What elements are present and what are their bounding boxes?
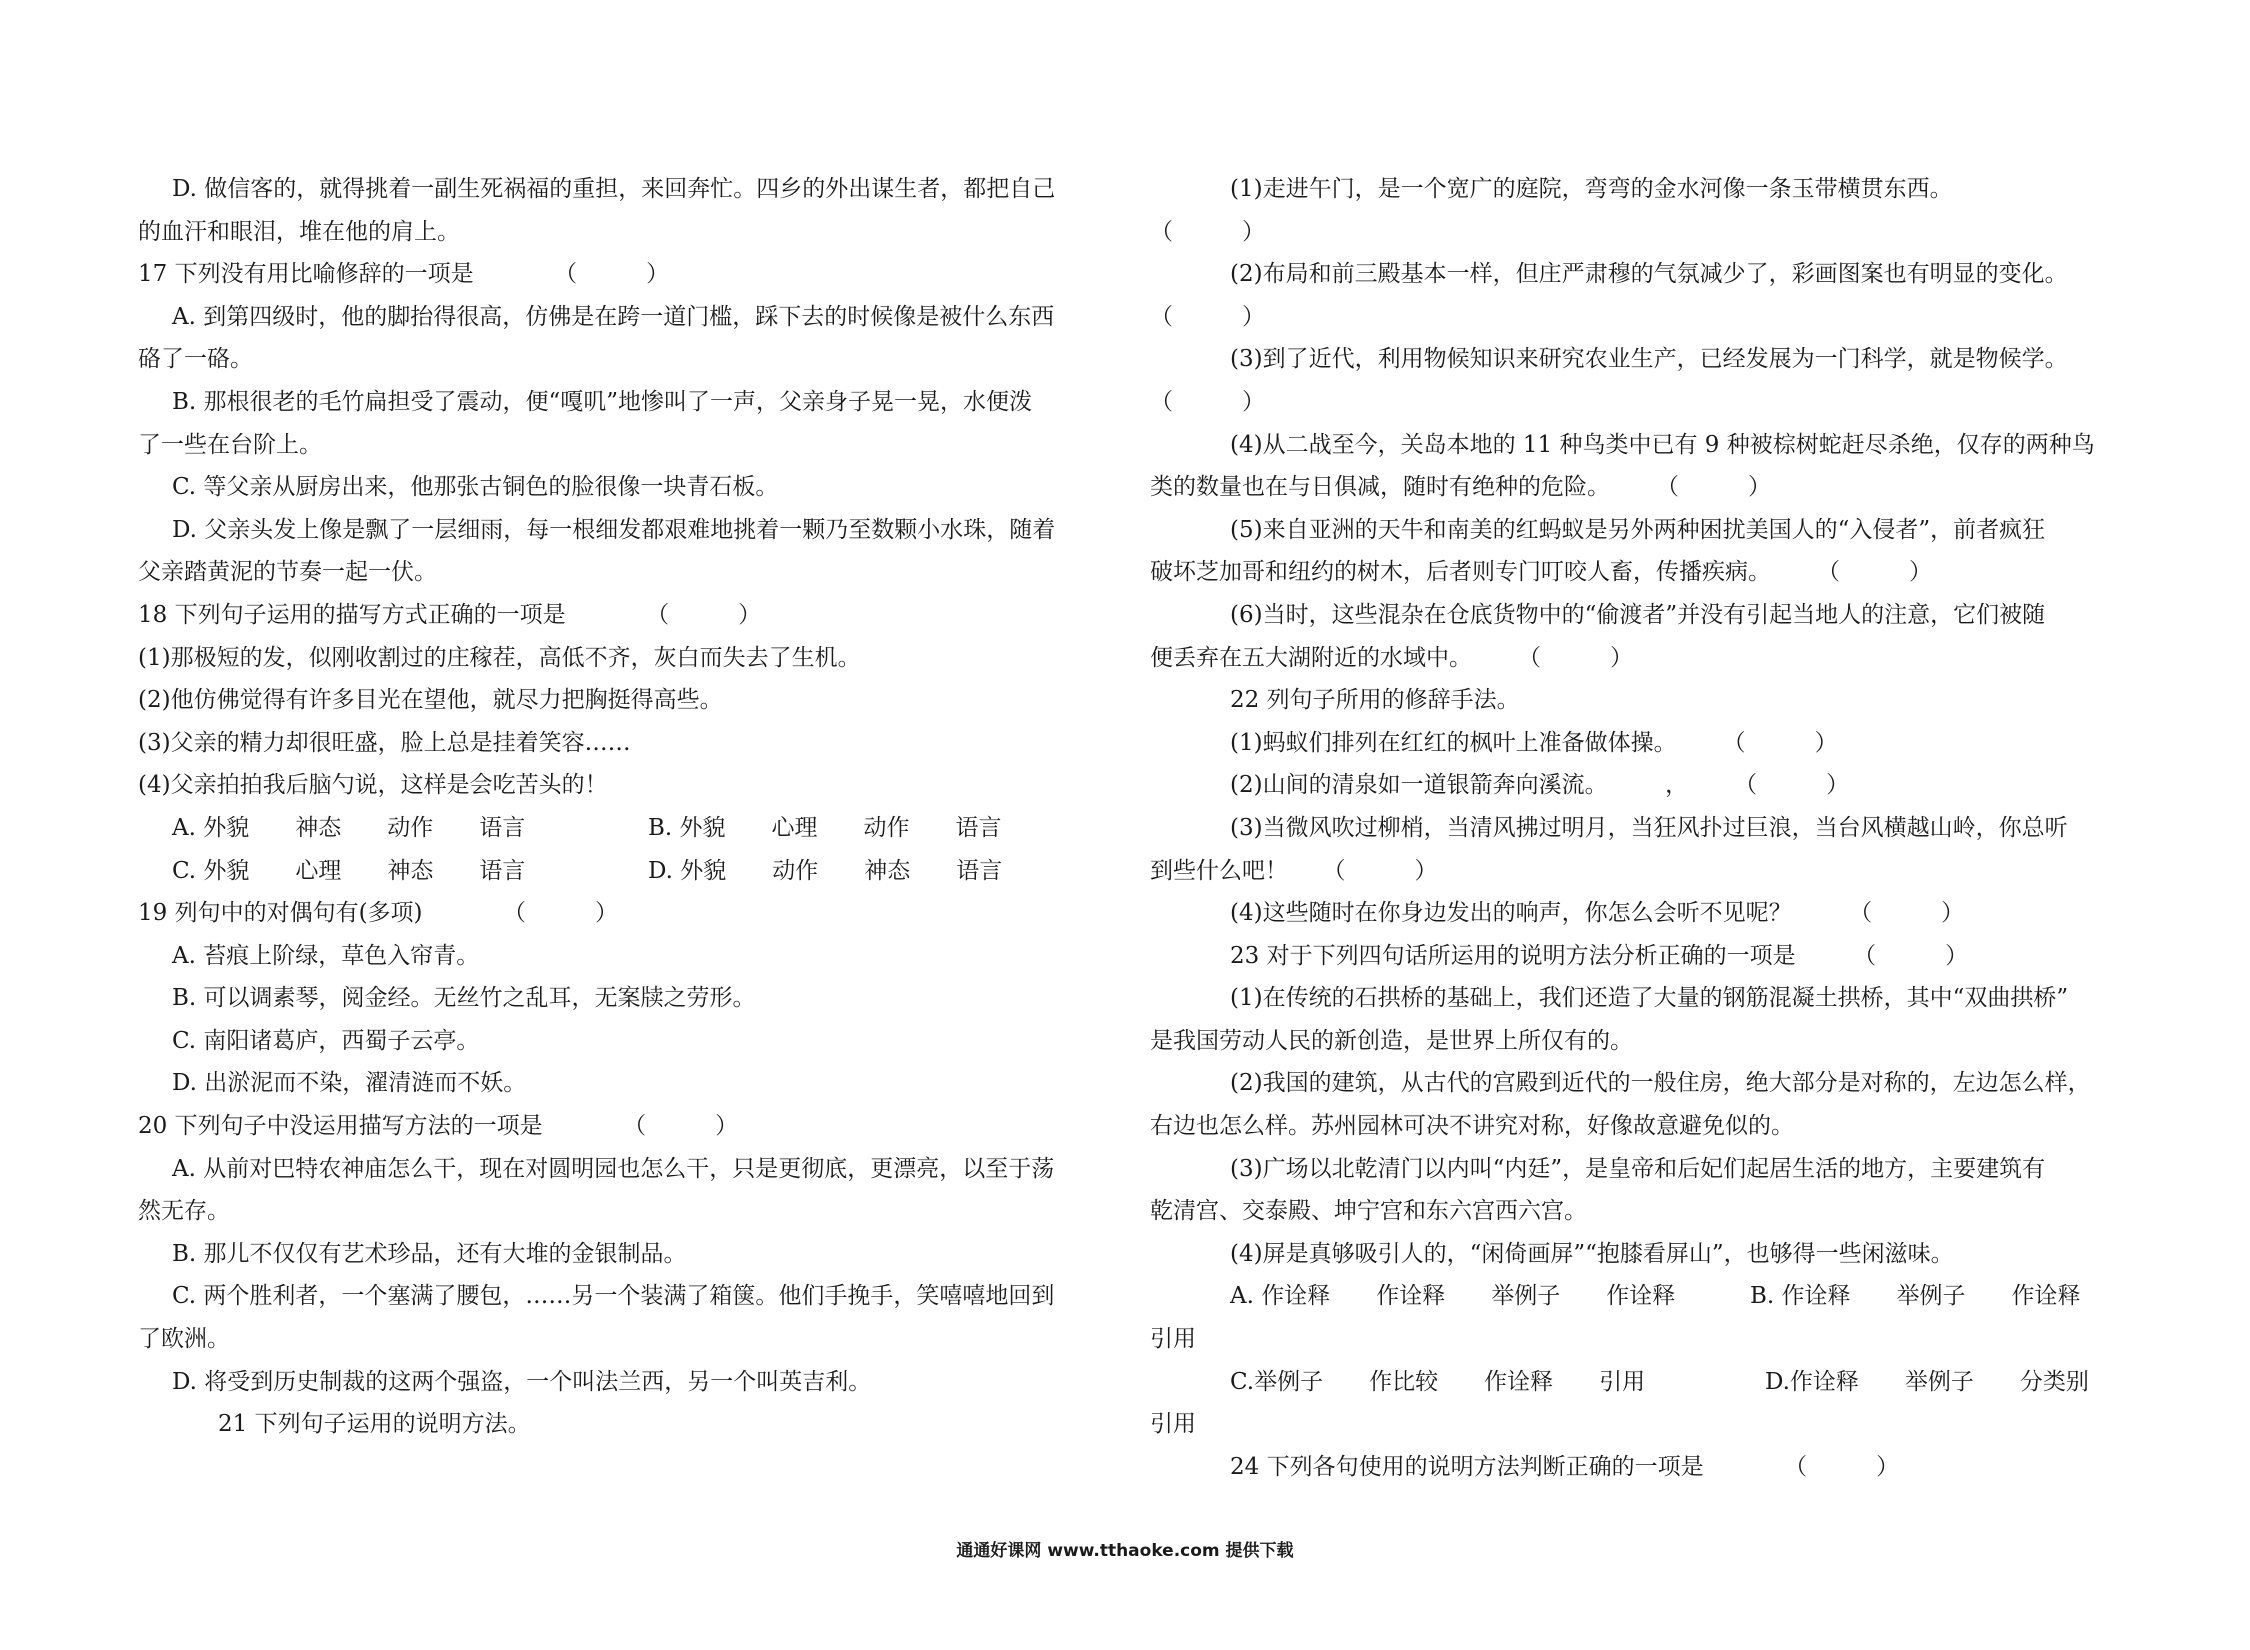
q19-stem: 19 列句中的对偶句有(多项) （ ） [138, 900, 619, 927]
q17-option-c: C. 等父亲从厨房出来，他那张古铜色的脸很像一块青石板。 [172, 474, 779, 501]
q21-sentence-4-line1: (4)从二战至今，关岛本地的 11 种鸟类中已有 9 种被棕树蛇赶尽杀绝，仅存的两种鸟 [1230, 431, 2095, 458]
q21-blank-3: （ ） [1150, 388, 1265, 415]
q23-sentence-1-line1: (1)在传统的石拱桥的基础上，我们还造了大量的钢筋混凝土拱桥，其中“双曲拱桥” [1230, 985, 2069, 1012]
q22-sentence-2: (2)山间的清泉如一道银箭奔向溪流。 ， （ ） [1230, 772, 1850, 799]
q16-option-d-line2: 的血汗和眼泪，堆在他的肩上。 [138, 218, 460, 245]
q23-sentence-3-line2: 乾清宫、交泰殿、坤宁宫和东六宫西六宫。 [1150, 1198, 1587, 1225]
q17-option-d-line1: D. 父亲头发上像是飘了一层细雨，每一根细发都艰难地挑着一颗乃至数颗小水珠，随着 [172, 516, 1056, 543]
q23-option-c: C.举例子 作比较 作诠释 引用 [1230, 1368, 1646, 1395]
q17-stem: 17 下列没有用比喻修辞的一项是 （ ） [138, 261, 670, 288]
q17-option-b-line1: B. 那根很老的毛竹扁担受了震动，便“嘎叽”地惨叫了一声，父亲身子晃一晃，水便泼 [172, 388, 1033, 415]
q18-sentence-1: (1)那极短的发，似刚收割过的庄稼茬，高低不齐，灰白而失去了生机。 [138, 644, 861, 671]
q23-option-a: A. 作诠释 作诠释 举例子 作诠释 [1230, 1283, 1676, 1310]
q23-options-ab [1150, 1275, 2120, 1318]
q20-option-b: B. 那儿不仅仅有艺术珍品，还有大堆的金银制品。 [172, 1240, 687, 1267]
q23-sentence-2-line1: (2)我国的建筑，从古代的宫殿到近代的一般住房，绝大部分是对称的，左边怎么样， [1230, 1070, 2091, 1097]
q18-option-a: A. 外貌 神态 动作 语言 [172, 814, 526, 841]
q22-sentence-3-line2: 到些什么吧！ （ ） [1150, 857, 1438, 884]
q16-option-d-line1: D. 做信客的，就得挑着一副生死祸福的重担，来回奔忙。四乡的外出谋生者，都把自己 [172, 176, 1056, 202]
q24-stem: 24 下列各句使用的说明方法判断正确的一项是 （ ） [1230, 1453, 1900, 1480]
q19-option-b: B. 可以调素琴，阅金经。无丝竹之乱耳，无案牍之劳形。 [172, 985, 756, 1012]
q18-option-d: D. 外貌 动作 神态 语言 [648, 857, 1003, 884]
q19-option-d: D. 出淤泥而不染，濯清涟而不妖。 [172, 1070, 527, 1097]
q23-options-cd [1150, 1361, 2120, 1404]
q21-stem: 21 下列句子运用的说明方法。 [218, 1411, 531, 1438]
q18-sentence-4: (4)父亲拍拍我后脑勺说，这样是会吃苦头的！ [138, 772, 608, 799]
q17-option-b-line2: 了一些在台阶上。 [138, 431, 322, 458]
q21-sentence-3: (3)到了近代，利用物候知识来研究农业生产，已经发展为一门科学，就是物候学。 [1230, 346, 2068, 373]
q21-blank-2: （ ） [1150, 303, 1265, 330]
q21-sentence-2: (2)布局和前三殿基本一样，但庄严肃穆的气氛减少了，彩画图案也有明显的变化。 [1230, 261, 2068, 288]
q20-option-a-line1: A. 从前对巴特农神庙怎么干，现在对圆明园也怎么干，只是更彻底，更漂亮，以至于荡 [172, 1155, 1055, 1182]
q23-sentence-4: (4)屏是真够吸引人的，“闲倚画屏”“抱膝看屏山”，也够得一些闲滋味。 [1230, 1240, 1954, 1267]
q18-sentence-3: (3)父亲的精力却很旺盛，脸上总是挂着笑容…… [138, 729, 631, 756]
q21-blank-1: （ ） [1150, 218, 1265, 245]
q23-option-d: D.作诠释 举例子 分类别 [1765, 1368, 2089, 1395]
q19-option-c: C. 南阳诸葛庐，西蜀子云亭。 [172, 1027, 480, 1054]
q21-sentence-6-line2: 便丢弃在五大湖附近的水域中。 （ ） [1150, 644, 1633, 671]
q23-option-b-cont: 引用 [1150, 1326, 1196, 1353]
page-footer: 通通好课网 www.tthaoke.com 提供下载 [956, 1541, 1294, 1561]
q22-sentence-1: (1)蚂蚁们排列在红红的枫叶上准备做体操。 （ ） [1230, 729, 1838, 756]
q21-sentence-5-line2: 破坏芝加哥和纽约的树木，后者则专门叮咬人畜，传播疾病。 （ ） [1150, 559, 1932, 586]
q23-sentence-1-line2: 是我国劳动人民的新创造，是世界上所仅有的。 [1150, 1027, 1633, 1054]
q20-option-a-line2: 然无存。 [138, 1198, 230, 1225]
q21-sentence-4-line2: 类的数量也在与日俱减，随时有绝种的危险。 （ ） [1150, 474, 1771, 501]
q23-sentence-3-line1: (3)广场以北乾清门以内叫“内廷”，是皇帝和后妃们起居生活的地方，主要建筑有 [1230, 1155, 2046, 1182]
q18-option-c: C. 外貌 心理 神态 语言 [172, 857, 526, 884]
q20-stem: 20 下列句子中没运用描写方法的一项是 （ ） [138, 1113, 739, 1140]
q22-sentence-4: (4)这些随时在你身边发出的响声，你怎么会听不见呢？ （ ） [1230, 900, 1965, 927]
q17-option-d-line2: 父亲踏黄泥的节奏一起一伏。 [138, 559, 437, 586]
q22-sentence-3-line1: (3)当微风吹过柳梢，当清风拂过明月，当狂风扑过巨浪，当台风横越山岭，你总听 [1230, 814, 2068, 841]
right-column [1150, 168, 2120, 1488]
q18-sentence-2: (2)他仿佛觉得有许多目光在望他，就尽力把胸挺得高些。 [138, 687, 723, 714]
q19-option-a: A. 苔痕上阶绿，草色入帘青。 [172, 942, 480, 969]
q22-stem: 22 列句子所用的修辞手法。 [1230, 687, 1520, 714]
q20-option-d: D. 将受到历史制裁的这两个强盗，一个叫法兰西，另一个叫英吉利。 [172, 1368, 872, 1395]
q18-options-cd [138, 850, 1108, 893]
q23-sentence-2-line2: 右边也怎么样。苏州园林可决不讲究对称，好像故意避免似的。 [1150, 1113, 1794, 1140]
q21-sentence-6-line1: (6)当时，这些混杂在仓底货物中的“偷渡者”并没有引起当地人的注意，它们被随 [1230, 601, 2046, 628]
q17-option-a-line2: 硌了一硌。 [138, 346, 253, 373]
q20-option-c-line2: 了欧洲。 [138, 1326, 230, 1353]
q17-option-a-line1: A. 到第四级时，他的脚抬得很高，仿佛是在跨一道门槛，踩下去的时候像是被什么东西 [172, 303, 1055, 330]
q23-stem: 23 对于下列四句话所运用的说明方法分析正确的一项是 （ ） [1230, 942, 1969, 969]
q18-stem: 18 下列句子运用的描写方式正确的一项是 （ ） [138, 601, 762, 628]
q23-option-d-cont: 引用 [1150, 1411, 1196, 1438]
q21-sentence-5-line1: (5)来自亚洲的天牛和南美的红蚂蚁是另外两种困扰美国人的“入侵者”，前者疯狂 [1230, 516, 2046, 543]
q20-option-c-line1: C. 两个胜利者，一个塞满了腰包，……另一个装满了箱箧。他们手挽手，笑嘻嘻地回到 [172, 1283, 1055, 1310]
q18-option-b: B. 外貌 心理 动作 语言 [648, 814, 1002, 841]
q23-option-b: B. 作诠释 举例子 作诠释 [1750, 1283, 2081, 1310]
q21-sentence-1: (1)走进午门，是一个宽广的庭院，弯弯的金水河像一条玉带横贯东西。 [1230, 176, 1953, 202]
left-column [138, 168, 1108, 1446]
q18-options-ab [138, 807, 1108, 850]
